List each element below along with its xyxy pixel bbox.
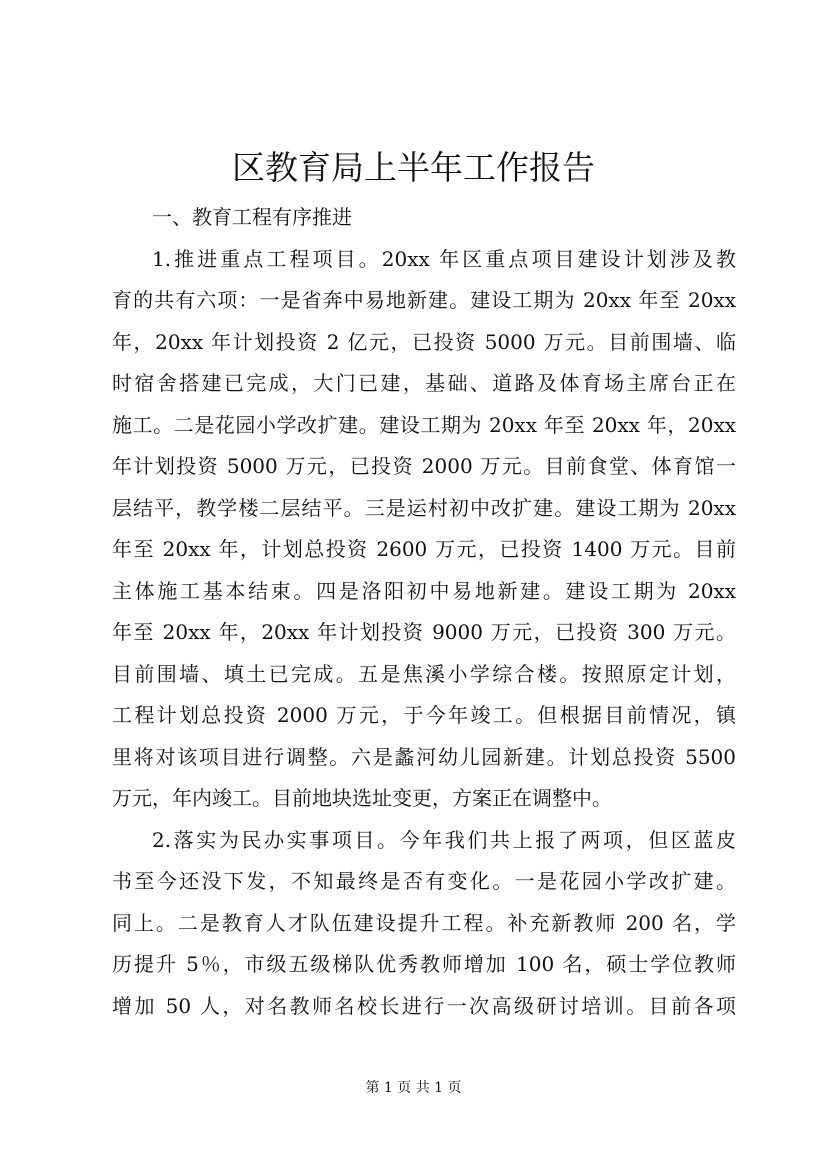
paragraph-line: 主体施工基本结束。四是洛阳初中易地新建。建设工期为 20xx xyxy=(112,578,736,603)
paragraph-line: 年，20xx 年计划投资 2 亿元，已投资 5000 万元。目前围墙、临 xyxy=(112,329,736,354)
paragraph-line: 目前围墙、填土已完成。五是焦溪小学综合楼。按照原定计划， xyxy=(112,661,736,686)
paragraph-line: 育的共有六项：一是省奔中易地新建。建设工期为 20xx 年至 20xx xyxy=(112,288,736,312)
page-title: 区教育局上半年工作报告 xyxy=(232,148,595,187)
paragraph-line: 年计划投资 5000 万元，已投资 2000 万元。目前食堂、体育馆一 xyxy=(112,454,736,478)
paragraph-line: 里将对该项目进行调整。六是蠡河幼儿园新建。计划总投资 5500 xyxy=(112,744,736,769)
paragraph-line: 同上。二是教育人才队伍建设提升工程。补充新教师 200 名，学 xyxy=(112,910,736,935)
paragraph-line: 2.落实为民办实事项目。今年我们共上报了两项，但区蓝皮 xyxy=(152,827,736,852)
paragraph-2 xyxy=(112,820,736,1028)
document-body xyxy=(112,197,736,1027)
paragraph-line: 1.推进重点工程项目。20xx 年区重点项目建设计划涉及教 xyxy=(152,246,736,271)
section-heading: 一、教育工程有序推进 xyxy=(152,205,352,229)
paragraph-line: 时宿舍搭建已完成，大门已建，基础、道路及体育场主席台正在 xyxy=(112,371,736,395)
paragraph-line: 年至 20xx 年，20xx 年计划投资 9000 万元，已投资 300 万元。 xyxy=(112,620,736,644)
paragraph-1 xyxy=(112,239,736,820)
paragraph-line: 工程计划总投资 2000 万元，于今年竣工。但根据目前情况，镇 xyxy=(112,703,736,727)
paragraph-line: 增加 50 人，对名教师名校长进行一次高级研讨培训。目前各项 xyxy=(112,993,736,1018)
paragraph-line: 万元，年内竣工。目前地块选址变更，方案正在调整中。 xyxy=(112,786,612,810)
paragraph-line: 年至 20xx 年，计划总投资 2600 万元，已投资 1400 万元。目前 xyxy=(112,537,736,561)
paragraph-line: 施工。二是花园小学改扩建。建设工期为 20xx 年至 20xx 年，20xx xyxy=(112,412,736,437)
page-footer: 第 1 页 共 1 页 xyxy=(365,1080,462,1096)
paragraph-line: 层结平，教学楼二层结平。三是运村初中改扩建。建设工期为 20xx xyxy=(112,495,736,520)
paragraph-line: 历提升 5％，市级五级梯队优秀教师增加 100 名，硕士学位教师 xyxy=(112,952,736,976)
paragraph-line: 书至今还没下发，不知最终是否有变化。一是花园小学改扩建。 xyxy=(112,869,736,893)
